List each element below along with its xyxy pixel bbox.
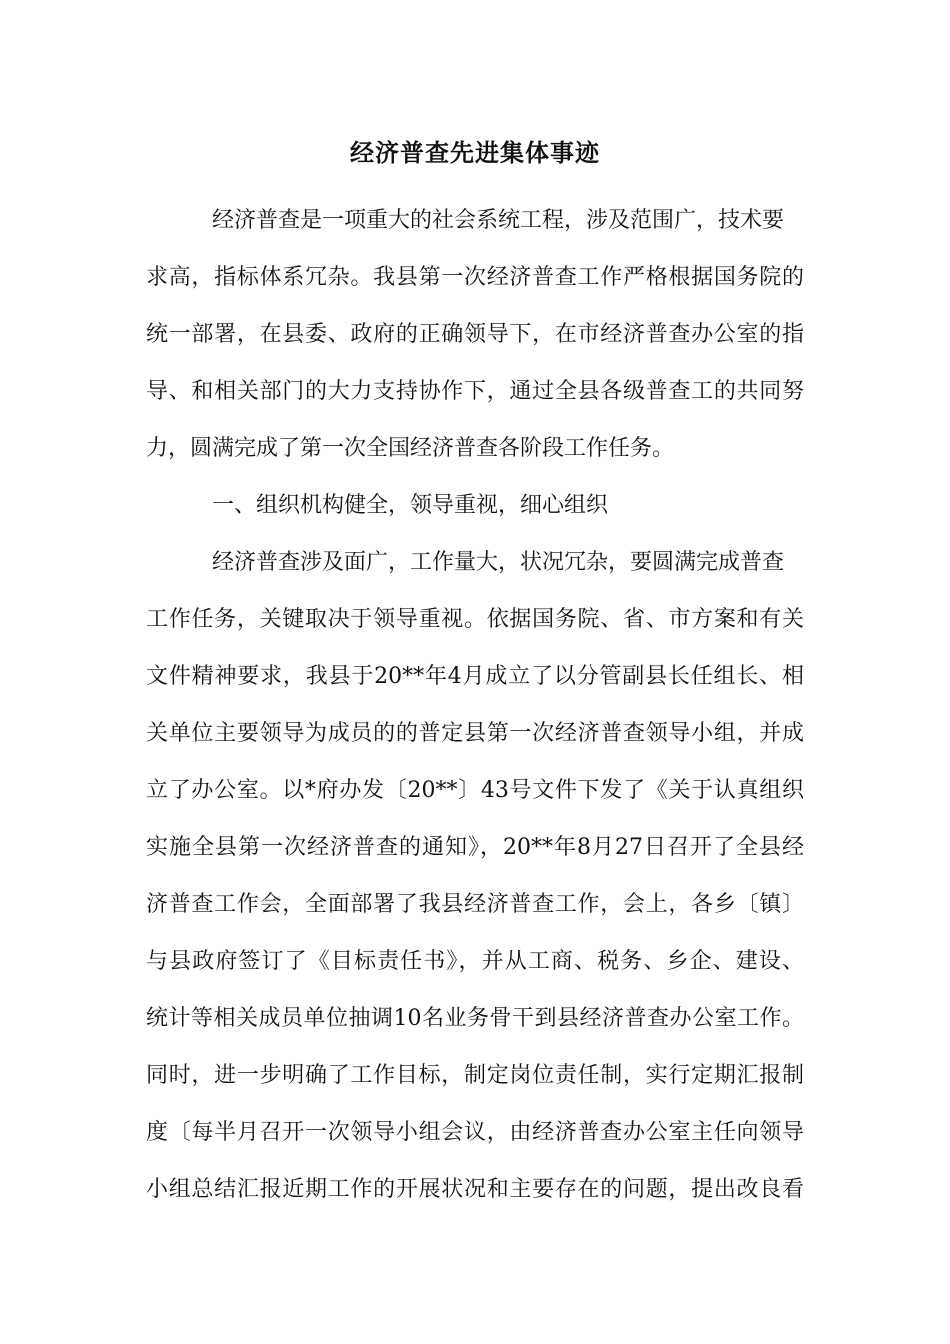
section-heading-1: 一、组织机构健全，领导重视，细心组织: [212, 493, 609, 518]
paragraph-1-line-3: 统一部署，在县委、政府的正确领导下，在市经济普查办公室的指: [146, 322, 804, 347]
paragraph-2-line-4: 关单位主要领导为成员的的普定县第一次经济普查领导小组，并成: [146, 721, 804, 746]
paragraph-2-line-5: 立了办公室。以*府办发〔20**〕43号文件下发了《关于认真组织: [146, 778, 804, 803]
paragraph-2-line-8: 与县政府签订了《目标责任书》，并从工商、税务、乡企、建设、: [146, 949, 804, 974]
paragraph-1-line-2: 求高，指标体系冗杂。我县第一次经济普查工作严格根据国务院的: [146, 265, 804, 290]
paragraph-2-line-2: 工作任务，关键取决于领导重视。依据国务院、省、市方案和有关: [146, 607, 804, 632]
paragraph-2-line-10: 同时，进一步明确了工作目标，制定岗位责任制，实行定期汇报制: [146, 1063, 804, 1088]
paragraph-1-line-1: 经济普查是一项重大的社会系统工程，涉及范围广，技术要: [212, 208, 785, 233]
paragraph-2-line-12: 小组总结汇报近期工作的开展状况和主要存在的问题，提出改良看: [146, 1177, 804, 1202]
paragraph-2-line-9: 统计等相关成员单位抽调10名业务骨干到县经济普查办公室工作。: [146, 1006, 804, 1031]
paragraph-2-line-3: 文件精神要求，我县于20**年4月成立了以分管副县长任组长、相: [146, 664, 804, 689]
paragraph-2-line-1: 经济普查涉及面广，工作量大，状况冗杂，要圆满完成普查: [212, 550, 785, 575]
paragraph-2-line-6: 实施全县第一次经济普查的通知》，20**年8月27日召开了全县经: [146, 835, 804, 860]
paragraph-2-line-11: 度〔每半月召开一次领导小组会议，由经济普查办公室主任向领导: [146, 1120, 804, 1145]
paragraph-1-line-5: 力，圆满完成了第一次全国经济普查各阶段工作任务。: [146, 436, 675, 461]
document-title: 经济普查先进集体事迹: [350, 138, 600, 167]
paragraph-1-line-4: 导、和相关部门的大力支持协作下，通过全县各级普查工的共同努: [146, 379, 804, 404]
paragraph-2-line-7: 济普查工作会，全面部署了我县经济普查工作，会上，各乡〔镇〕: [146, 892, 804, 917]
